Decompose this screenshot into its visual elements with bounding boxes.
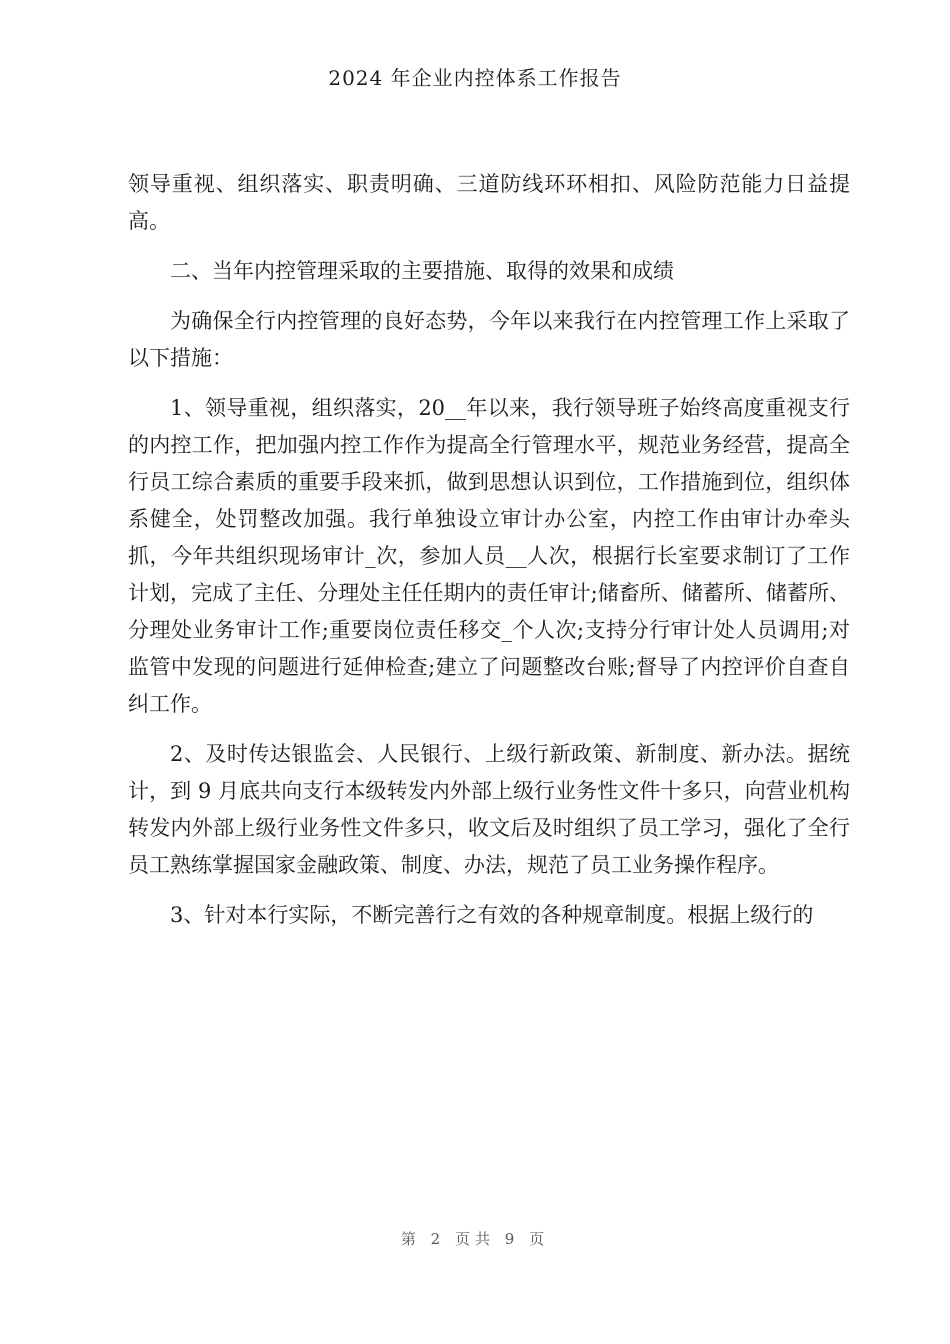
page-header: 2024 年企业内控体系工作报告	[328, 66, 622, 90]
paragraph-intro: 为确保全行内控管理的良好态势，今年以来我行在内控管理工作上采取了以下措施：	[128, 309, 850, 370]
page-footer: 第 2 页共 9 页	[400, 1230, 550, 1248]
section-heading: 二、当年内控管理采取的主要措施、取得的效果和成绩	[170, 259, 674, 283]
paragraph-continuation: 领导重视、组织落实、职责明确、三道防线环环相扣、风险防范能力日益提高。	[128, 172, 850, 233]
paragraph-item-3: 3、针对本行实际，不断完善行之有效的各种规章制度。根据上级行的	[170, 903, 814, 927]
paragraph-item-1: 1、领导重视，组织落实，20__年以来，我行领导班子始终高度重视支行的内控工作，把加强内控工作作为提高全行管理水平，规范业务经营，提高全行员工综合素质的重要手段来抓，做到思想认识到位，工作措施到位，组织体系健全，处罚整改加强。我行单独设立审计办公室，内控工作由审计办牵头抓，今年共组织现场审计_次，参加人员__人次，根据行长室要求制订了工作计划，完成了主任、分理处主任任期内的责任审计;储畜所、储蓄所、储蓄所、分理处业务审计工作;重要岗位责任移交_个人次;支持分行审计处人员调用;对监管中发现的问题进行延伸检查;建立了问题整改台账;督导了内控评价自查自纠工作。	[128, 396, 850, 716]
body-text	[128, 166, 850, 947]
paragraph-item-2: 2、及时传达银监会、人民银行、上级行新政策、新制度、新办法。据统计，到 9 月底共向支行本级转发内外部上级行业务性文件十多只，向营业机构转发内外部上级行业务性文件多只，收文后及时组织了员工学习，强化了全行员工熟练掌握国家金融政策、制度、办法，规范了员工业务操作程序。	[128, 742, 850, 877]
